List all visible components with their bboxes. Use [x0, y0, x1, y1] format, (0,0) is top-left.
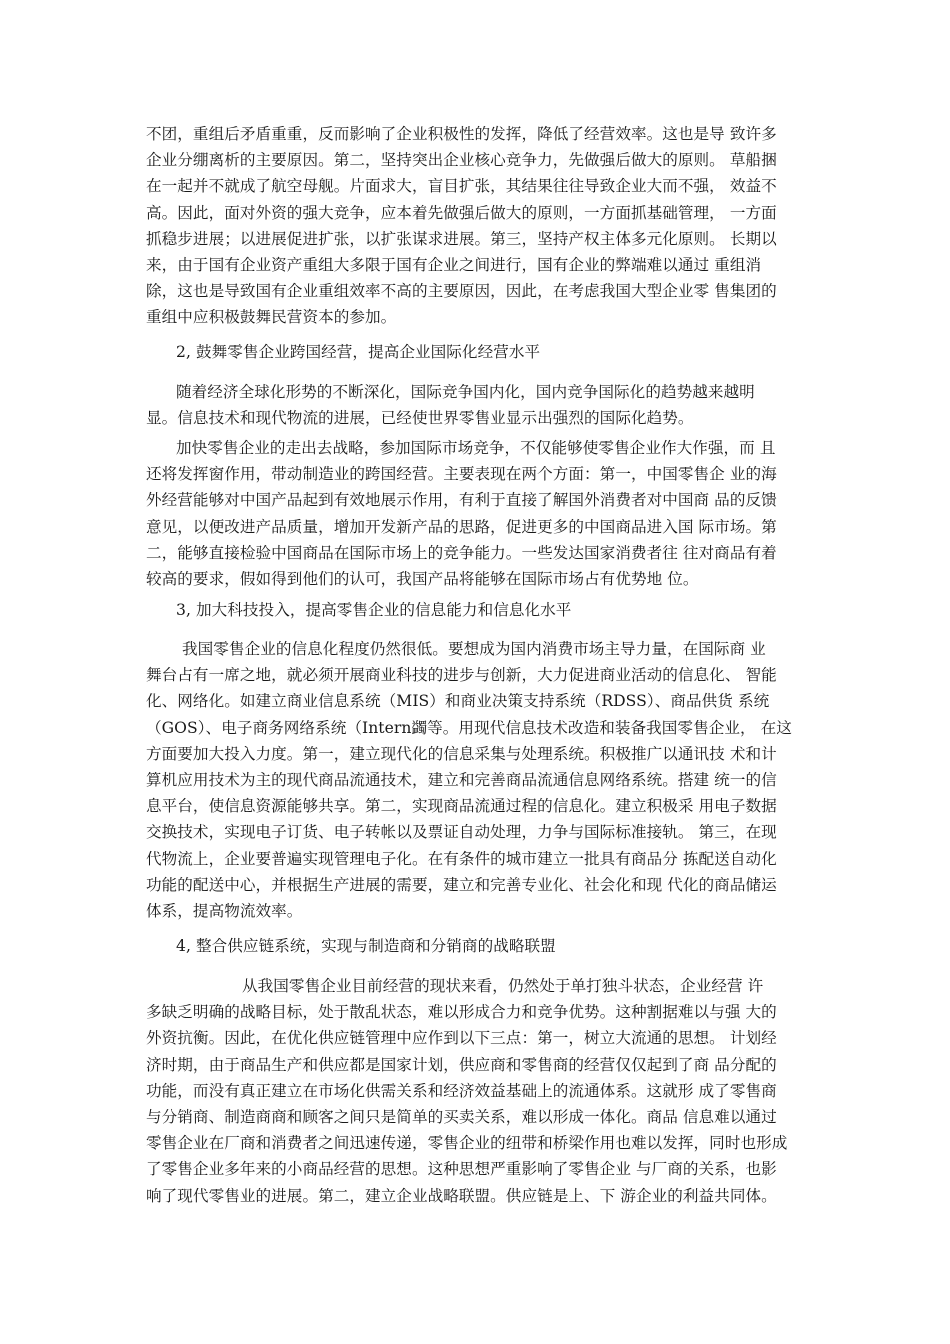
text-line: 息平台，使信息资源能够共享。第二，实现商品流通过程的信息化。建立积极采 用电子数据 [146, 797, 777, 816]
text-line: 抓稳步进展；以进展促进扩张，以扩张谋求进展。第三，坚持产权主体多元化原则。 长期以 [146, 229, 777, 248]
text-line: 零售企业在厂商和消费者之间迅速传递，零售企业的纽带和桥梁作用也难以发挥，同时也形成 [146, 1134, 788, 1153]
text-line: 我国零售企业的信息化程度仍然很低。要想成为国内消费市场主导力量，在国际商 业 [182, 640, 766, 658]
text-line: 不团，重组后矛盾重重，反而影响了企业积极性的发挥，降低了经营效率。这也是导 致许多 [146, 125, 777, 143]
text-line: 除，这也是导致国有企业重组效率不高的主要原因，因此，在考虑我国大型企业零 售集团的 [146, 282, 777, 301]
text-line: 交换技术，实现电子订货、电子转帐以及票证自动处理，力争与国际标准接轨。 第三，在现 [146, 823, 777, 842]
text-line: 功能，而没有真正建立在市场化供需关系和经济效益基础上的流通体系。这就形 成了零售商 [146, 1081, 777, 1100]
heading-text: 3, 加大科技投入，提高零售企业的信息能力和信息化水平 [176, 601, 572, 619]
text-line: 还将发挥窗作用，带动制造业的跨国经营。主要表现在两个方面：第一，中国零售企 业的海 [146, 465, 777, 484]
text-line: 多缺乏明确的战略目标，处于散乱状态，难以形成合力和竞争优势。这种割据难以与强 大的 [146, 1003, 777, 1022]
text-line: 重组中应积极鼓舞民营资本的参加。 [146, 308, 397, 327]
text-line: 体系，提高物流效率。 [146, 901, 303, 920]
text-line: 代物流上，企业要普遍实现管理电子化。在有条件的城市建立一批具有商品分 拣配送自动化 [146, 849, 777, 868]
text-line: 显。信息技术和现代物流的进展，已经使世界零售业显示出强烈的国际化趋势。 [146, 409, 694, 428]
text-line: 舞台占有一席之地，就必须开展商业科技的进步与创新，大力促进商业活动的信息化、 智能 [146, 666, 777, 685]
text-line: 方面要加大投入力度。第一，建立现代化的信息采集与处理系统。积极推广以通讯技 术和计 [146, 744, 777, 763]
text-line: 二，能够直接检验中国商品在国际市场上的竞争能力。一些发达国家消费者往 往对商品有着 [146, 543, 777, 562]
paragraph-1 [146, 121, 806, 331]
text-line: 算机应用技术为主的现代商品流通技术，建立和完善商品流通信息网络系统。搭建 统一的信 [146, 770, 777, 789]
text-line: 外经营能够对中国产品起到有效地展示作用，有利于直接了解国外消费者对中国商 品的反馈 [146, 491, 777, 510]
paragraph-3 [146, 435, 806, 592]
paragraph-5 [146, 973, 806, 1209]
text-line: 在一起并不就成了航空母舰。片面求大，盲目扩张，其结果往往导致企业大而不强， 效益不 [146, 177, 777, 196]
text-line: 了零售企业多年来的小商品经营的思想。这种思想严重影响了零售企业 与厂商的关系，也影 [146, 1160, 777, 1179]
text-line: 意见，以便改进产品质量，增加开发新产品的思路，促进更多的中国商品进入国 际市场。第 [146, 517, 777, 536]
section-heading-4 [176, 933, 806, 959]
text-line: 化、网络化。如建立商业信息系统（MIS）和商业决策支持系统（RDSS）、商品供货 系统 [146, 692, 770, 711]
heading-text: 4, 整合供应链系统，实现与制造商和分销商的战略联盟 [176, 937, 556, 955]
section-heading-2 [176, 339, 806, 365]
text-line: 随着经济全球化形势的不断深化，国际竞争国内化，国内竞争国际化的趋势越来越明 [176, 383, 755, 401]
text-line: （GOS）、电子商务网络系统（Intern蠲等。用现代信息技术改造和装备我国零售企业， 在这 [146, 718, 792, 737]
text-line: 企业分绷离析的主要原因。第二，坚持突出企业核心竞争力，先做强后做大的原则。 草船捆 [146, 151, 777, 170]
text-line: 来，由于国有企业资产重组大多限于国有企业之间进行，国有企业的弊端难以通过 重组消 [146, 255, 762, 274]
text-line: 高。因此，面对外资的强大竞争，应本着先做强后做大的原则，一方面抓基础管理， 一方面 [146, 203, 777, 222]
text-line: 从我国零售企业目前经营的现状来看，仍然处于单打独斗状态，企业经营 许 [242, 977, 764, 995]
text-line: 加快零售企业的走出去战略，参加国际市场竞争，不仅能够使零售企业作大作强，而 且 [176, 439, 776, 457]
text-line: 济时期，由于商品生产和供应都是国家计划，供应商和零售商的经营仅仅起到了商 品分配的 [146, 1055, 777, 1074]
text-line: 功能的配送中心，并根据生产进展的需要，建立和完善专业化、社会化和现 代化的商品储运 [146, 875, 777, 894]
heading-text: 2, 鼓舞零售企业跨国经营，提高企业国际化经营水平 [176, 343, 541, 361]
text-line: 与分销商、制造商商和顾客之间只是简单的买卖关系，难以形成一体化。商品 信息难以通过 [146, 1107, 777, 1126]
section-heading-3 [176, 597, 806, 623]
paragraph-2 [146, 379, 806, 431]
text-line: 外资抗衡。因此，在优化供应链管理中应作到以下三点：第一，树立大流通的思想。 计划经 [146, 1029, 777, 1048]
text-line: 响了现代零售业的进展。第二，建立企业战略联盟。供应链是上、下 游企业的利益共同体。 [146, 1186, 777, 1205]
text-line: 较高的要求，假如得到他们的认可，我国产品将能够在国际市场占有优势地 位。 [146, 569, 699, 588]
paragraph-4 [146, 636, 806, 924]
